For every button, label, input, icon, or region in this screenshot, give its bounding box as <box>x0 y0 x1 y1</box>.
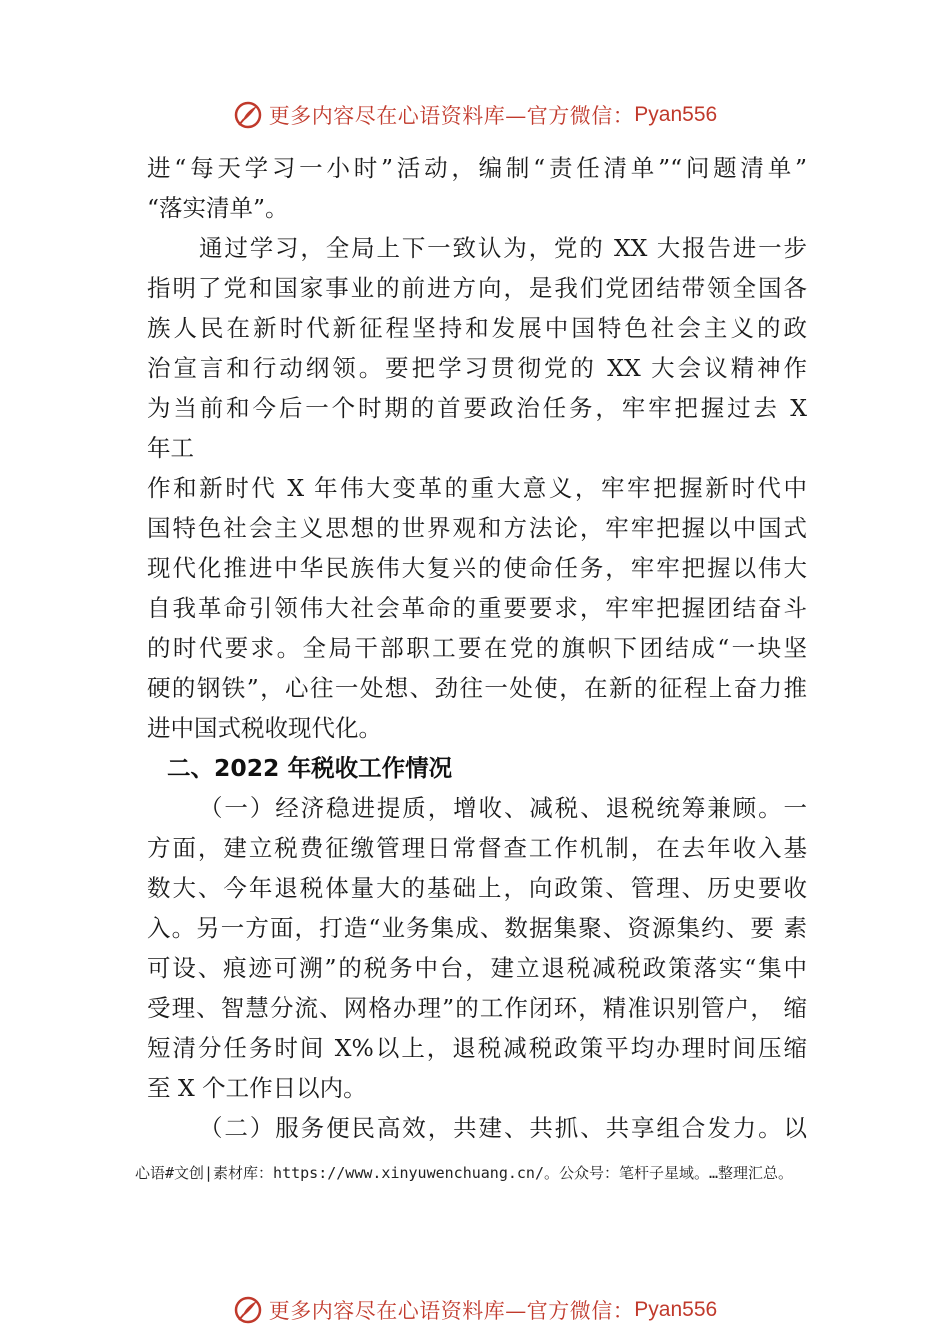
text-line: 进“每天学习一小时”活动，编制“责任清单”“问题清单” <box>147 154 807 182</box>
text-line: 国特色社会主义思想的世界观和方法论，牢牢把握以中国式 <box>147 514 807 542</box>
text-line: （二）服务便民高效，共建、共抓、共享组合发力。以 <box>199 1114 807 1142</box>
text-line: 入。另一方面，打造“业务集成、数据集聚、资源集约、要 素 <box>147 914 807 942</box>
text-line: “落实清单”。 <box>147 194 289 222</box>
watermark-text: 更多内容尽在心语资料库—官方微信： <box>268 104 635 128</box>
text-line: 年工 <box>147 434 194 462</box>
footer-source-note: 心语#文创|素材库：https://www.xinyuwenchuang.cn/。公众号：笔杆子星域。…整理汇总。 <box>135 1164 794 1182</box>
text-line: 治宣言和行动纲领。要把学习贯彻党的 XX 大会议精神作 <box>147 354 807 382</box>
text-line: （一）经济稳进提质，增收、减税、退税统筹兼顾。一 <box>199 794 807 822</box>
text-line: 族人民在新时代新征程坚持和发展中国特色社会主义的政 <box>147 314 807 342</box>
text-line: 为当前和今后一个时期的首要政治任务，牢牢把握过去 X <box>147 394 807 422</box>
text-line: 可设、痕迹可溯”的税务中台，建立退税减税政策落实“集中 <box>147 954 807 982</box>
text-line: 至 X 个工作日以内。 <box>147 1074 367 1102</box>
section-heading: 二、2022 年税收工作情况 <box>167 754 453 782</box>
watermark-header <box>0 95 950 135</box>
watermark-text: 更多内容尽在心语资料库—官方微信： <box>268 1299 635 1323</box>
paragraph-4 <box>147 788 807 1108</box>
text-line: 自我革命引领伟大社会革命的重要要求，牢牢把握团结奋斗 <box>147 594 807 622</box>
text-line: 方面，建立税费征缴管理日常督查工作机制，在去年收入基 <box>147 834 807 862</box>
watermark-wechat-id: Pyan556 <box>634 1298 718 1321</box>
text-line: 作和新时代 X 年伟大变革的重大意义，牢牢把握新时代中 <box>147 474 807 502</box>
paragraph-1 <box>147 148 807 228</box>
text-line: 的时代要求。全局干部职工要在党的旗帜下团结成“一块坚 <box>147 634 807 662</box>
quill-leaf-logo-icon <box>233 1295 263 1325</box>
text-line: 指明了党和国家事业的前进方向，是我们党团结带领全国各 <box>147 274 807 302</box>
watermark-footer <box>0 1290 950 1330</box>
document-body <box>147 148 807 1148</box>
text-line: 通过学习，全局上下一致认为，党的 XX 大报告进一步 <box>199 234 807 262</box>
text-line: 进中国式税收现代化。 <box>147 714 382 742</box>
text-line: 现代化推进中华民族伟大复兴的使命任务，牢牢把握以伟大 <box>147 554 807 582</box>
quill-leaf-logo-icon <box>233 100 263 130</box>
paragraph-2 <box>147 228 807 468</box>
paragraph-5 <box>147 1108 807 1148</box>
watermark-wechat-id: Pyan556 <box>634 103 718 126</box>
text-line: 短清分任务时间 X%以上，退税减税政策平均办理时间压缩 <box>147 1034 807 1062</box>
text-line: 数大、今年退税体量大的基础上，向政策、管理、历史要收 <box>147 874 807 902</box>
paragraph-3 <box>147 468 807 748</box>
text-line: 受理、智慧分流、网格办理”的工作闭环，精准识别管户， 缩 <box>147 994 807 1022</box>
text-line: 硬的钢铁”，心往一处想、劲往一处使，在新的征程上奋力推 <box>147 674 807 702</box>
